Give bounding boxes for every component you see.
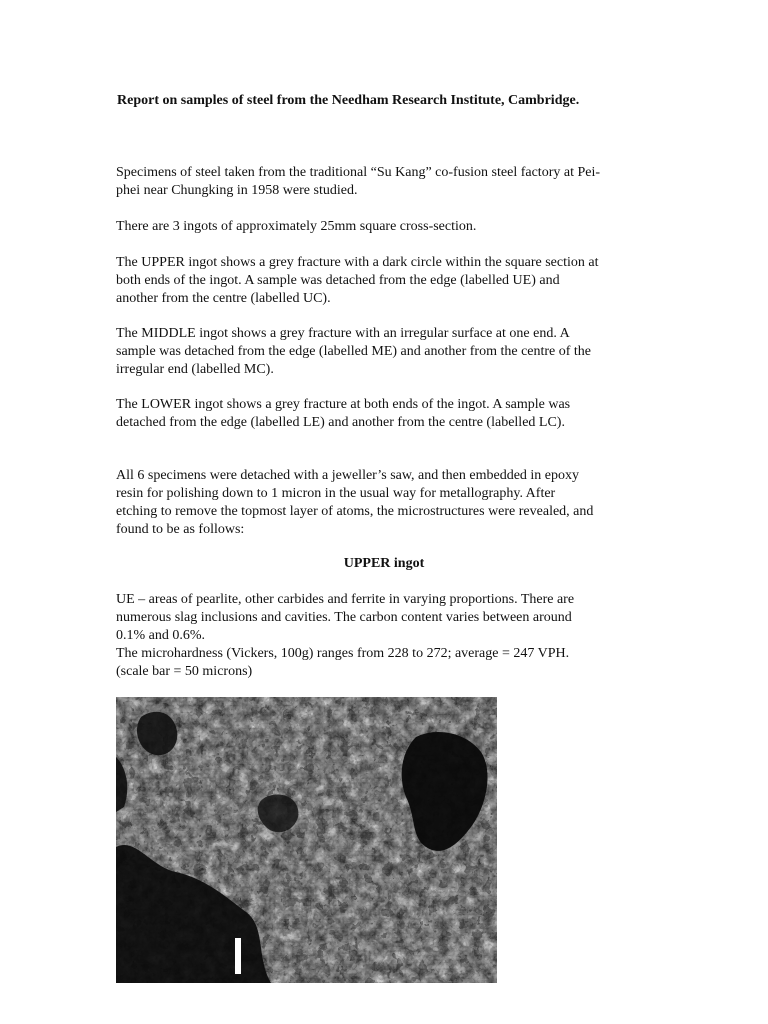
report-title: Report on samples of steel from the Needham Research Institute, Cambridge. (117, 93, 580, 108)
section-heading-upper-ingot: UPPER ingot (343, 556, 425, 571)
paragraph-middle-ingot: The MIDDLE ingot shows a grey fracture with an irregular surface at one end. A sample was detached from the edge (labelled ME) and another from the centre of the irregular end (labelled MC). (116, 326, 592, 377)
paragraph-ue-description: UE – areas of pearlite, other carbides and ferrite in varying proportions. There are numerous slag inclusions and cavities. The carbon content varies between around 0.1% and 0.6%. The microhardness (Vickers, 100g) ranges from 228 to 272; average = 247 VPH. (scale bar = 50 microns) (116, 592, 575, 679)
paragraph-lower-ingot: The LOWER ingot shows a grey fracture at both ends of the ingot. A sample was detached from the edge (labelled LE) and another from the centre (labelled LC). (116, 397, 571, 430)
paragraph-method: All 6 specimens were detached with a jeweller’s saw, and then embedded in epoxy resin for polishing down to 1 micron in the usual way for metallography. After etching to remove the topmost layer of atoms, the microstructures were revealed, and found to be as follows: (116, 468, 594, 537)
micrograph-image (116, 697, 497, 983)
micrograph-svg (116, 697, 497, 983)
scale-bar (235, 938, 241, 974)
paragraph-specimens: Specimens of steel taken from the traditional “Su Kang” co-fusion steel factory at Pei- phei near Chungking in 1958 were studied. (116, 165, 601, 198)
paragraph-ingots: There are 3 ingots of approximately 25mm square cross-section. (116, 219, 477, 234)
paragraph-upper-ingot: The UPPER ingot shows a grey fracture with a dark circle within the square section at both ends of the ingot. A sample was detached from the edge (labelled UE) and another from the centre (labelled UC). (116, 255, 599, 306)
